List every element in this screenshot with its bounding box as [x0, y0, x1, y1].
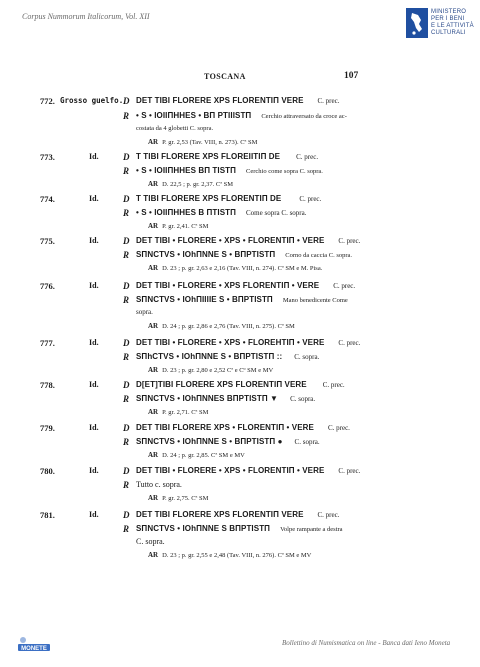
metadata-text: P. gr. 2,75. Cª SM: [162, 495, 209, 502]
obverse-note: C. prec.: [338, 467, 361, 475]
section-title: TOSCANA: [204, 72, 246, 81]
reverse-note: C. sopra.: [290, 395, 316, 403]
reverse-line: [136, 480, 182, 489]
reverse-legend: SΠNCTVS • IOhΠNNE S • BΠPTISTΠ ●: [136, 437, 283, 446]
obverse-legend: DET TIBI FLORERE XPS FLORENTIΠ VERE: [136, 510, 304, 519]
metal-symbol: AR: [148, 494, 159, 502]
reverse-legend: SΠNCTVS • IOhΠIIIIE S • BΠPTISTΠ: [136, 295, 273, 304]
obverse-line: [136, 380, 345, 389]
reverse-mark: R: [123, 295, 130, 305]
entry-denomination: Id.: [89, 338, 99, 347]
entry-denomination: Id.: [89, 423, 99, 432]
coin-metadata: [148, 264, 322, 272]
obverse-legend: DET TIBI • FLORERE • XPS FLORENTIΠ • VERE: [136, 281, 320, 290]
entry-number: 775.: [40, 236, 55, 246]
reverse-note: Corno da caccia C. sopra.: [285, 252, 353, 259]
ministry-line: MINISTERO: [431, 9, 467, 15]
metal-symbol: AR: [148, 222, 159, 230]
reverse-legend: SΠNCTVS • IOhΠNNE S BΠPTISTΠ: [136, 524, 271, 533]
reverse-mark: R: [123, 437, 130, 447]
obverse-mark: D: [123, 194, 130, 204]
reverse-continuation: sopra.: [136, 308, 153, 316]
coin-metadata: [148, 451, 245, 459]
coin-metadata: [148, 551, 311, 559]
obverse-line: [136, 194, 321, 203]
reverse-mark: R: [123, 524, 130, 534]
obverse-mark: D: [123, 236, 130, 246]
entry-number: 772.: [40, 96, 55, 106]
metal-symbol: AR: [148, 366, 159, 374]
obverse-note: C. prec.: [338, 339, 361, 347]
reverse-note: Cerchio attraversato da croce ac-: [261, 113, 347, 120]
metadata-text: D. 22,5 ; p. gr. 2,37. Cª SM: [162, 181, 234, 188]
reverse-line: [136, 166, 323, 175]
metal-symbol: AR: [148, 264, 159, 272]
metadata-text: D. 24 ; p. gr. 2,86 e 2,76 (Tav. VIII, n. 275). Cª SM: [162, 323, 295, 330]
reverse-note: Tutto c. sopra.: [136, 480, 182, 489]
entry-number: 776.: [40, 281, 55, 291]
metal-symbol: AR: [148, 322, 159, 330]
coin-metadata: [148, 322, 295, 330]
page-number: 107: [344, 71, 359, 81]
entry-denomination: Id.: [89, 281, 99, 290]
reverse-mark: R: [123, 352, 130, 362]
coin-metadata: [148, 408, 208, 416]
obverse-mark: D: [123, 466, 130, 476]
obverse-note: C. prec.: [322, 381, 345, 389]
reverse-legend: • S • IOIIΠHHES B ΠTISTΠ: [136, 208, 237, 217]
reverse-note: Volpe rampante a destra: [280, 526, 343, 533]
entry-denomination: Id.: [89, 510, 99, 519]
coin-metadata: [148, 222, 208, 230]
reverse-legend: SΠNCTVS • IOhΠNNES BΠPTISTΠ ▼: [136, 394, 279, 403]
obverse-line: [136, 281, 355, 290]
reverse-mark: R: [123, 166, 130, 176]
entry-denomination: Id.: [89, 194, 99, 203]
metadata-text: P. gr. 2,53 (Tav. VIII, n. 273). Cª SM: [162, 139, 258, 146]
ministry-logo-icon: [406, 8, 428, 38]
entry-denomination: Id.: [89, 236, 99, 245]
reverse-note: C. sopra.: [294, 438, 320, 446]
ministry-line: E LE ATTIVITÀ: [431, 23, 474, 29]
metadata-text: D. 23 ; p. gr. 2,55 e 2,48 (Tav. VIII, n. 276). Cª SM e MV: [162, 552, 312, 559]
metadata-text: D. 24 ; p. gr. 2,85. Cª SM e MV: [162, 452, 245, 459]
obverse-mark: D: [123, 96, 130, 106]
obverse-note: C. prec.: [333, 282, 356, 290]
entry-number: 780.: [40, 466, 55, 476]
reverse-legend: • S • IOIIΠHHES BΠ TISTΠ: [136, 166, 237, 175]
obverse-line: [136, 96, 339, 105]
entry-denomination: Grosso guelfo.: [60, 96, 124, 105]
metadata-text: P. gr. 2,41. Cª SM: [162, 223, 209, 230]
obverse-legend: D[ET]TIBI FLORERE XPS FLORENTIΠ VERE: [136, 380, 307, 389]
coin-metadata: [148, 366, 273, 374]
reverse-note: C. sopra.: [294, 353, 320, 361]
obverse-line: [136, 338, 360, 347]
entry-number: 773.: [40, 152, 55, 162]
obverse-note: C. prec.: [296, 153, 319, 161]
obverse-legend: DET TIBI • FLORERE • XPS • FLORENTIΠ • VERE: [136, 466, 325, 475]
reverse-line: [136, 111, 347, 120]
footer-logo-text: MONETE: [21, 646, 47, 652]
obverse-legend: DET TIBI FLORERE XPS FLORENTIΠ VERE: [136, 96, 304, 105]
obverse-note: C. prec.: [299, 195, 322, 203]
reverse-note: Cerchio come sopra C. sopra.: [246, 168, 323, 175]
reverse-mark: R: [123, 208, 130, 218]
obverse-note: C. prec.: [338, 237, 361, 245]
obverse-legend: T TIBI FLORERE XPS FLOREIITIΠ DE: [136, 152, 281, 161]
reverse-mark: R: [123, 250, 130, 260]
metal-symbol: AR: [148, 180, 159, 188]
reverse-line: [136, 352, 319, 361]
obverse-line: [136, 423, 350, 432]
footer-citation: Bollettino di Numismatica on line - Banca dati Ieno Moneta: [282, 639, 451, 647]
reverse-mark: R: [123, 394, 130, 404]
reverse-line: [136, 437, 320, 446]
obverse-legend: T TIBI FLORERE XPS FLORENTIΠ DE: [136, 194, 282, 203]
ministry-name: [431, 9, 474, 37]
metal-symbol: AR: [148, 551, 159, 559]
obverse-line: [136, 152, 318, 161]
obverse-line: [136, 510, 339, 519]
reverse-line: [136, 208, 306, 217]
reverse-mark: R: [123, 480, 130, 490]
reverse-note: Mano benedicente Come: [282, 297, 348, 304]
metal-symbol: AR: [148, 408, 159, 416]
coin-metadata: [148, 180, 233, 188]
entry-number: 779.: [40, 423, 55, 433]
obverse-note: C. prec.: [327, 424, 350, 432]
reverse-continuation: C. sopra.: [136, 537, 165, 546]
obverse-note: C. prec.: [317, 511, 340, 519]
metal-symbol: AR: [148, 451, 159, 459]
reverse-legend: SΠhCTVS • IOhΠNNE S • BΠPTISTΠ ::: [136, 352, 283, 361]
entry-number: 781.: [40, 510, 55, 520]
reverse-line: [136, 394, 315, 403]
entry-denomination: Id.: [89, 152, 99, 161]
reverse-continuation: costata da 4 globetti C. sopra.: [136, 125, 214, 132]
reverse-note: Come sopra C. sopra.: [246, 209, 307, 217]
entry-denomination: Id.: [89, 466, 99, 475]
metal-symbol: AR: [148, 138, 159, 146]
entry-number: 778.: [40, 380, 55, 390]
monete-logo-icon: [18, 636, 50, 652]
obverse-mark: D: [123, 510, 130, 520]
reverse-line: [136, 295, 348, 304]
obverse-legend: DET TIBI • FLORERE • XPS • FLORENTIΠ • VERE: [136, 236, 325, 245]
obverse-mark: D: [123, 152, 130, 162]
metadata-text: P. gr. 2,71. Cª SM: [162, 409, 209, 416]
series-title: Corpus Nummorum Italicorum, Vol. XII: [22, 12, 150, 21]
coin-metadata: [148, 138, 257, 146]
page-header: [0, 72, 480, 84]
obverse-mark: D: [123, 423, 130, 433]
obverse-mark: D: [123, 380, 130, 390]
metadata-text: D. 23 ; p. gr. 2,63 e 2,16 (Tav. VIII, n. 274). Cª SM e M. Pisa.: [162, 265, 323, 272]
obverse-legend: DET TIBI • FLORERE • XPS • FLOREHTIΠ • VERE: [136, 338, 325, 347]
obverse-legend: DET TIBI FLORERE XPS • FLORENTIΠ • VERE: [136, 423, 314, 432]
reverse-line: [136, 524, 343, 533]
coin-metadata: [148, 494, 208, 502]
entry-number: 777.: [40, 338, 55, 348]
reverse-line: [136, 250, 352, 259]
entry-number: 774.: [40, 194, 55, 204]
reverse-mark: R: [123, 111, 130, 121]
metadata-text: D. 23 ; p. gr. 2,80 e 2,52 Cª e Cº SM e MV: [162, 367, 274, 374]
ministry-line: PER I BENI: [431, 16, 465, 22]
obverse-mark: D: [123, 281, 130, 291]
obverse-line: [136, 466, 360, 475]
entry-denomination: Id.: [89, 380, 99, 389]
reverse-legend: SΠNCTVS • IOhΠNNE S • BΠPTISTΠ: [136, 250, 276, 259]
obverse-mark: D: [123, 338, 130, 348]
obverse-note: C. prec.: [317, 97, 340, 105]
obverse-line: [136, 236, 360, 245]
reverse-legend: • S • IOIIΠHHES • BΠ PTIIISTΠ: [136, 111, 252, 120]
ministry-line: CULTURALI: [431, 30, 466, 36]
